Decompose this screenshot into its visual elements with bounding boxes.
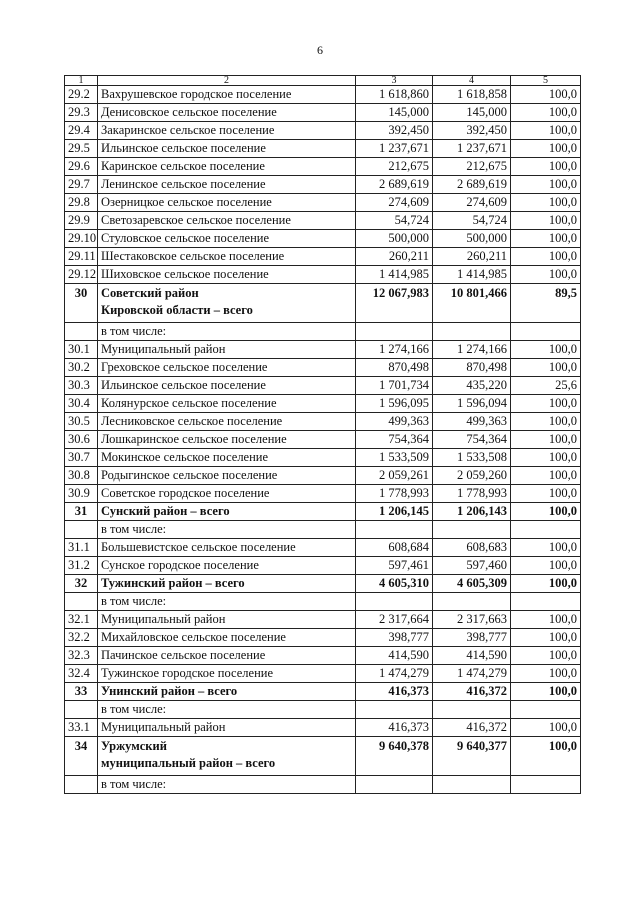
table-row: [65, 158, 581, 176]
column-header: 1: [65, 76, 98, 86]
row-name-text: Ильинское сельское поселение: [101, 141, 266, 155]
table-row: [65, 575, 581, 593]
row-code: [65, 593, 98, 611]
row-name-text: в том числе:: [101, 777, 167, 791]
row-value-col4: 398,777: [433, 629, 511, 647]
table-row: [65, 284, 581, 323]
table-row: [65, 647, 581, 665]
row-value-col3: 1 618,860: [356, 86, 433, 104]
row-code: 32: [65, 575, 98, 593]
row-value-col3: [356, 593, 433, 611]
row-name: [98, 431, 356, 449]
row-value-col5: 100,0: [511, 737, 581, 776]
table-row: [65, 449, 581, 467]
row-code: 29.3: [65, 104, 98, 122]
row-value-col5: [511, 701, 581, 719]
table-row: [65, 503, 581, 521]
row-value-col5: 100,0: [511, 140, 581, 158]
row-code: 29.12: [65, 266, 98, 284]
row-value-col5: 100,0: [511, 122, 581, 140]
row-name-text: Мокинское сельское поселение: [101, 450, 269, 464]
row-name-text: Сунский район – всего: [101, 504, 230, 518]
row-value-col3: 1 237,671: [356, 140, 433, 158]
row-value-col4: 2 689,619: [433, 176, 511, 194]
row-name: [98, 467, 356, 485]
row-name: [98, 377, 356, 395]
row-code: 30.5: [65, 413, 98, 431]
row-value-col5: 100,0: [511, 683, 581, 701]
row-value-col5: 100,0: [511, 611, 581, 629]
row-value-col3: 414,590: [356, 647, 433, 665]
row-name: [98, 140, 356, 158]
table-row: [65, 212, 581, 230]
table-row: [65, 266, 581, 284]
row-code: 32.3: [65, 647, 98, 665]
row-code: 30: [65, 284, 98, 323]
table-row: [65, 539, 581, 557]
row-code: 30.2: [65, 359, 98, 377]
row-code: 30.9: [65, 485, 98, 503]
row-value-col4: 9 640,377: [433, 737, 511, 776]
row-name: [98, 485, 356, 503]
row-value-col3: [356, 521, 433, 539]
row-name: [98, 683, 356, 701]
row-code: 31.2: [65, 557, 98, 575]
table-row: [65, 557, 581, 575]
row-value-col4: 2 059,260: [433, 467, 511, 485]
row-value-col3: 212,675: [356, 158, 433, 176]
row-name-text: Тужинское городское поселение: [101, 666, 274, 680]
row-value-col4: 1 237,671: [433, 140, 511, 158]
row-name: [98, 284, 356, 323]
row-value-col4: 500,000: [433, 230, 511, 248]
row-value-col3: 1 274,166: [356, 341, 433, 359]
row-name: [98, 719, 356, 737]
row-value-col3: [356, 776, 433, 794]
row-value-col5: 100,0: [511, 629, 581, 647]
table-row: [65, 665, 581, 683]
row-value-col4: 416,372: [433, 719, 511, 737]
row-code: 29.7: [65, 176, 98, 194]
row-value-col3: 416,373: [356, 683, 433, 701]
row-name-text: Вахрушевское городское поселение: [101, 87, 292, 101]
row-value-col4: 1 474,279: [433, 665, 511, 683]
row-value-col4: 10 801,466: [433, 284, 511, 323]
table-row: [65, 737, 581, 776]
row-code: 29.6: [65, 158, 98, 176]
row-code: [65, 521, 98, 539]
row-value-col3: 499,363: [356, 413, 433, 431]
row-code: 33: [65, 683, 98, 701]
table-row: [65, 140, 581, 158]
row-name-text: Советский район: [101, 286, 199, 300]
row-value-col4: 1 533,508: [433, 449, 511, 467]
table-row: [65, 719, 581, 737]
row-value-col5: 100,0: [511, 194, 581, 212]
row-value-col5: 100,0: [511, 341, 581, 359]
row-value-col3: 398,777: [356, 629, 433, 647]
row-code: 29.8: [65, 194, 98, 212]
row-value-col3: 500,000: [356, 230, 433, 248]
table-row: [65, 323, 581, 341]
row-value-col5: [511, 521, 581, 539]
row-value-col3: 416,373: [356, 719, 433, 737]
row-value-col5: 100,0: [511, 230, 581, 248]
row-name-text: Греховское сельское поселение: [101, 360, 268, 374]
row-name-text: Родыгинское сельское поселение: [101, 468, 278, 482]
row-value-col5: 100,0: [511, 212, 581, 230]
row-name-text: Ленинское сельское поселение: [101, 177, 266, 191]
row-name: [98, 266, 356, 284]
row-name-text: в том числе:: [101, 522, 167, 536]
row-value-col4: 1 274,166: [433, 341, 511, 359]
row-value-col3: 597,461: [356, 557, 433, 575]
row-name: [98, 395, 356, 413]
row-value-col5: 100,0: [511, 449, 581, 467]
row-name-text: Шестаковское сельское поселение: [101, 249, 285, 263]
table-row: [65, 122, 581, 140]
row-value-col3: 4 605,310: [356, 575, 433, 593]
row-name-text: в том числе:: [101, 594, 167, 608]
row-value-col5: [511, 776, 581, 794]
row-code: 30.7: [65, 449, 98, 467]
row-value-col3: 54,724: [356, 212, 433, 230]
row-value-col3: 392,450: [356, 122, 433, 140]
row-value-col5: 100,0: [511, 431, 581, 449]
row-name-text: Муниципальный район: [101, 342, 226, 356]
row-value-col4: 2 317,663: [433, 611, 511, 629]
table-row: [65, 776, 581, 794]
row-name: [98, 611, 356, 629]
row-value-col4: 212,675: [433, 158, 511, 176]
row-code: 31.1: [65, 539, 98, 557]
table-row: [65, 359, 581, 377]
row-name-text: Михайловское сельское поселение: [101, 630, 286, 644]
row-value-col4: [433, 323, 511, 341]
row-value-col5: 100,0: [511, 359, 581, 377]
row-name-text: Муниципальный район: [101, 720, 226, 734]
row-name-text: Унинский район – всего: [101, 684, 238, 698]
row-value-col5: 100,0: [511, 395, 581, 413]
row-name: [98, 86, 356, 104]
row-value-col4: 1 778,993: [433, 485, 511, 503]
row-value-col5: 100,0: [511, 539, 581, 557]
row-value-col4: 597,460: [433, 557, 511, 575]
row-name: [98, 248, 356, 266]
row-name: [98, 341, 356, 359]
table-row: [65, 194, 581, 212]
row-name: [98, 539, 356, 557]
row-value-col5: 100,0: [511, 176, 581, 194]
row-name: [98, 413, 356, 431]
row-code: [65, 776, 98, 794]
row-value-col5: 100,0: [511, 86, 581, 104]
table-row: [65, 395, 581, 413]
row-value-col3: 1 596,095: [356, 395, 433, 413]
row-name: [98, 737, 356, 776]
row-value-col4: 392,450: [433, 122, 511, 140]
row-value-col5: 100,0: [511, 665, 581, 683]
row-value-col4: 1 414,985: [433, 266, 511, 284]
row-value-col3: 2 059,261: [356, 467, 433, 485]
row-value-col5: 100,0: [511, 104, 581, 122]
table-row: [65, 521, 581, 539]
row-value-col3: 9 640,378: [356, 737, 433, 776]
row-value-col5: 25,6: [511, 377, 581, 395]
budget-table: [64, 75, 581, 794]
row-value-col5: [511, 323, 581, 341]
row-value-col4: 754,364: [433, 431, 511, 449]
row-value-col3: 608,684: [356, 539, 433, 557]
row-name: [98, 176, 356, 194]
row-code: 32.4: [65, 665, 98, 683]
row-value-col3: 1 778,993: [356, 485, 433, 503]
row-name-text: Большевистское сельское поселение: [101, 540, 296, 554]
page-number: 6: [317, 43, 323, 57]
row-name: [98, 701, 356, 719]
row-code: 29.9: [65, 212, 98, 230]
row-value-col3: [356, 701, 433, 719]
row-code: 32.1: [65, 611, 98, 629]
row-value-col4: 1 206,143: [433, 503, 511, 521]
row-code: 29.10: [65, 230, 98, 248]
table-row: [65, 413, 581, 431]
row-name: [98, 503, 356, 521]
row-value-col5: 100,0: [511, 557, 581, 575]
row-code: 30.8: [65, 467, 98, 485]
row-value-col5: 100,0: [511, 719, 581, 737]
budget-table-body: [65, 76, 581, 794]
row-value-col4: 870,498: [433, 359, 511, 377]
row-value-col3: 12 067,983: [356, 284, 433, 323]
row-name-text: Лошкаринское сельское поселение: [101, 432, 287, 446]
row-code: 30.4: [65, 395, 98, 413]
row-code: 34: [65, 737, 98, 776]
row-name: [98, 449, 356, 467]
table-row: [65, 248, 581, 266]
row-value-col3: 1 206,145: [356, 503, 433, 521]
row-value-col3: 1 701,734: [356, 377, 433, 395]
table-row: [65, 377, 581, 395]
row-value-col5: 100,0: [511, 485, 581, 503]
row-name-text: Светозаревское сельское поселение: [101, 213, 291, 227]
column-header: 2: [98, 76, 356, 86]
row-value-col4: 499,363: [433, 413, 511, 431]
row-value-col4: 260,211: [433, 248, 511, 266]
row-name: [98, 230, 356, 248]
column-header: 3: [356, 76, 433, 86]
table-row: [65, 104, 581, 122]
row-name: [98, 359, 356, 377]
row-name: [98, 194, 356, 212]
row-name: [98, 575, 356, 593]
row-name-text: Озерницкое сельское поселение: [101, 195, 272, 209]
row-value-col3: 1 474,279: [356, 665, 433, 683]
row-value-col4: 416,372: [433, 683, 511, 701]
row-value-col4: 435,220: [433, 377, 511, 395]
row-value-col3: 2 689,619: [356, 176, 433, 194]
row-value-col5: 100,0: [511, 503, 581, 521]
row-name-text: Уржумский: [101, 739, 167, 753]
row-value-col4: 1 618,858: [433, 86, 511, 104]
table-row: [65, 431, 581, 449]
row-value-col4: [433, 776, 511, 794]
row-value-col3: 260,211: [356, 248, 433, 266]
row-value-col4: [433, 701, 511, 719]
row-value-col4: 54,724: [433, 212, 511, 230]
row-name: [98, 212, 356, 230]
row-name-text: Закаринское сельское поселение: [101, 123, 275, 137]
table-row: [65, 611, 581, 629]
table-row: [65, 593, 581, 611]
row-value-col4: 608,683: [433, 539, 511, 557]
row-value-col3: 274,609: [356, 194, 433, 212]
row-name-text: в том числе:: [101, 702, 167, 716]
row-code: 30.1: [65, 341, 98, 359]
row-value-col3: 754,364: [356, 431, 433, 449]
row-name-text: Ильинское сельское поселение: [101, 378, 266, 392]
row-code: 29.4: [65, 122, 98, 140]
table-row: [65, 341, 581, 359]
row-code: 32.2: [65, 629, 98, 647]
row-value-col3: 145,000: [356, 104, 433, 122]
row-name-text: Денисовское сельское поселение: [101, 105, 277, 119]
row-name: [98, 521, 356, 539]
row-name: [98, 104, 356, 122]
row-value-col5: 100,0: [511, 575, 581, 593]
row-name: [98, 158, 356, 176]
row-value-col5: 100,0: [511, 467, 581, 485]
row-name-text-line2: муниципальный район – всего: [101, 756, 276, 770]
row-name-text: Пачинское сельское поселение: [101, 648, 266, 662]
row-value-col5: 100,0: [511, 248, 581, 266]
row-value-col4: 4 605,309: [433, 575, 511, 593]
row-name-text: Каринское сельское поселение: [101, 159, 265, 173]
row-name-text: Шиховское сельское поселение: [101, 267, 269, 281]
row-value-col3: 2 317,664: [356, 611, 433, 629]
row-code: 30.6: [65, 431, 98, 449]
row-value-col3: [356, 323, 433, 341]
row-value-col4: [433, 593, 511, 611]
row-value-col3: 1 533,509: [356, 449, 433, 467]
row-name-text: Лесниковское сельское поселение: [101, 414, 283, 428]
table-row: [65, 467, 581, 485]
row-code: 30.3: [65, 377, 98, 395]
row-code: 29.2: [65, 86, 98, 104]
row-name: [98, 122, 356, 140]
row-name: [98, 776, 356, 794]
row-value-col5: 100,0: [511, 266, 581, 284]
table-row: [65, 485, 581, 503]
row-code: 29.5: [65, 140, 98, 158]
row-name: [98, 647, 356, 665]
row-value-col5: [511, 593, 581, 611]
row-value-col4: 414,590: [433, 647, 511, 665]
table-row: [65, 701, 581, 719]
row-name: [98, 557, 356, 575]
row-code: 29.11: [65, 248, 98, 266]
row-value-col3: 1 414,985: [356, 266, 433, 284]
row-name-text: Колянурское сельское поселение: [101, 396, 277, 410]
row-name-text: Тужинский район – всего: [101, 576, 245, 590]
row-name: [98, 323, 356, 341]
row-value-col4: 145,000: [433, 104, 511, 122]
row-name: [98, 593, 356, 611]
row-name-text-line2: Кировской области – всего: [101, 303, 253, 317]
row-value-col4: [433, 521, 511, 539]
column-header: 4: [433, 76, 511, 86]
row-code: [65, 701, 98, 719]
table-row: [65, 230, 581, 248]
column-header: 5: [511, 76, 581, 86]
table-row: [65, 86, 581, 104]
row-value-col4: 274,609: [433, 194, 511, 212]
row-value-col5: 100,0: [511, 647, 581, 665]
table-row: [65, 683, 581, 701]
row-name-text: Муниципальный район: [101, 612, 226, 626]
table-row: [65, 629, 581, 647]
row-code: 33.1: [65, 719, 98, 737]
row-code: [65, 323, 98, 341]
row-code: 31: [65, 503, 98, 521]
row-value-col5: 89,5: [511, 284, 581, 323]
table-header-row: [65, 76, 581, 86]
row-value-col5: 100,0: [511, 413, 581, 431]
row-value-col5: 100,0: [511, 158, 581, 176]
row-name: [98, 629, 356, 647]
row-name-text: Сунское городское поселение: [101, 558, 259, 572]
row-name-text: Стуловское сельское поселение: [101, 231, 270, 245]
row-name-text: в том числе:: [101, 324, 167, 338]
row-name-text: Советское городское поселение: [101, 486, 270, 500]
row-value-col3: 870,498: [356, 359, 433, 377]
row-value-col4: 1 596,094: [433, 395, 511, 413]
table-row: [65, 176, 581, 194]
row-name: [98, 665, 356, 683]
